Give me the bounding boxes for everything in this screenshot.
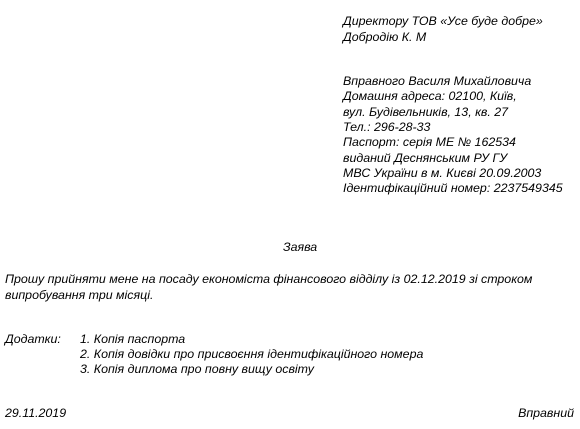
sender-address-line-1: Домашня адреса: 02100, Київ, [343, 89, 517, 103]
addressee-line-2: Добродію К. М [343, 30, 427, 44]
body-line-2: випробування три місяці. [5, 288, 154, 302]
attachment-item-3: 3. Копія диплома про повну вищу освіту [80, 362, 314, 376]
attachments-label: Додатки: [5, 332, 61, 346]
sender-tax-id: Ідентифікаційний номер: 2237549345 [343, 181, 563, 195]
attachment-item-1: 1. Копія паспорта [80, 332, 186, 346]
sender-passport-issuer: виданий Деснянським РУ ГУ [343, 151, 508, 165]
statement-date: 29.11.2019 [5, 406, 67, 420]
sender-address-line-2: вул. Будівельників, 13, кв. 27 [343, 105, 509, 119]
sender-passport-issuer-date: МВС України в м. Києві 20.09.2003 [343, 166, 542, 180]
attachment-item-2: 2. Копія довідки про присвоєння ідентифікаційного номера [80, 347, 424, 361]
sender-name: Вправного Василя Михайловича [343, 74, 532, 88]
addressee-line-1: Директору ТОВ «Усе буде добре» [343, 14, 543, 28]
document-title: Заява [283, 240, 318, 254]
sender-passport: Паспорт: серія МЕ № 162534 [343, 135, 516, 149]
body-line-1: Прошу прийняти мене на посаду економіста фінансового відділу із 02.12.2019 зі строком [5, 272, 533, 286]
signature: Вправний [518, 406, 574, 420]
sender-phone: Тел.: 296-28-33 [343, 120, 431, 134]
